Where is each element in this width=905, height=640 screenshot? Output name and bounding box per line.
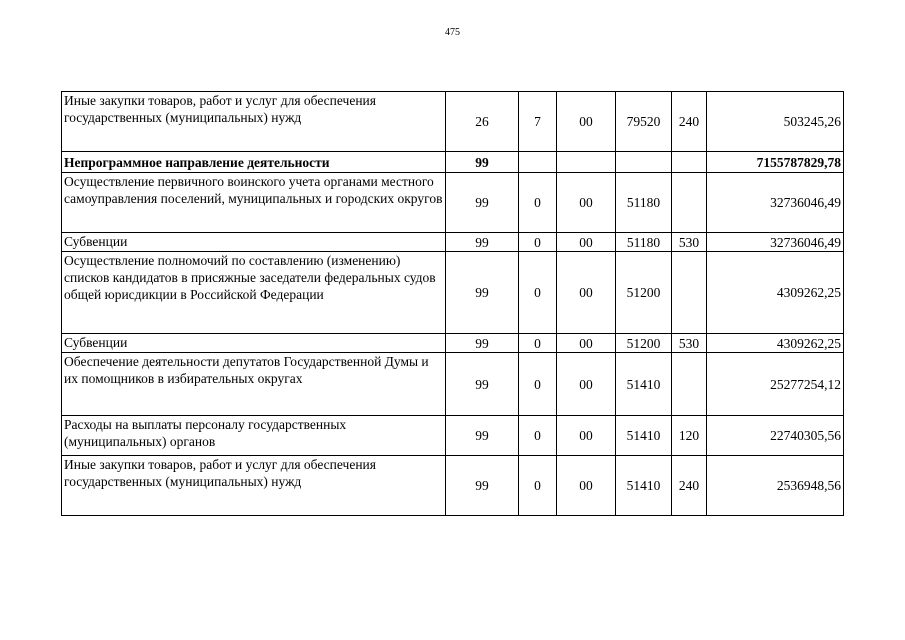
- direction-code-cell: 51180: [616, 233, 672, 252]
- row-name-cell: Обеспечение деятельности депутатов Государственной Думы и их помощников в избирательных округах: [62, 353, 446, 416]
- program-code-cell: 99: [446, 252, 519, 334]
- row-name-cell: Непрограммное направление деятельности: [62, 152, 446, 173]
- activity-code-cell: 00: [557, 353, 616, 416]
- expense-type-cell: [672, 173, 707, 233]
- program-code-cell: 99: [446, 353, 519, 416]
- subprogram-code-cell: [519, 152, 557, 173]
- row-name-cell: Расходы на выплаты персоналу государственных (муниципальных) органов: [62, 416, 446, 456]
- budget-table: [61, 91, 844, 516]
- table-body: [62, 92, 844, 516]
- amount-cell: 4309262,25: [707, 252, 844, 334]
- subprogram-code-cell: 0: [519, 233, 557, 252]
- subprogram-code-cell: 0: [519, 252, 557, 334]
- expense-type-cell: 530: [672, 334, 707, 353]
- subprogram-code-cell: 0: [519, 416, 557, 456]
- direction-code-cell: 79520: [616, 92, 672, 152]
- program-code-cell: 26: [446, 92, 519, 152]
- program-code-cell: 99: [446, 416, 519, 456]
- amount-cell: 2536948,56: [707, 456, 844, 516]
- expense-type-cell: [672, 152, 707, 173]
- activity-code-cell: 00: [557, 334, 616, 353]
- table-row: [62, 92, 844, 152]
- direction-code-cell: [616, 152, 672, 173]
- table-row: [62, 353, 844, 416]
- row-name-cell: Иные закупки товаров, работ и услуг для обеспечения государственных (муниципальных) нужд: [62, 92, 446, 152]
- activity-code-cell: 00: [557, 252, 616, 334]
- expense-type-cell: 240: [672, 92, 707, 152]
- table-row: [62, 252, 844, 334]
- program-code-cell: 99: [446, 173, 519, 233]
- direction-code-cell: 51410: [616, 353, 672, 416]
- row-name-cell: Осуществление полномочий по составлению (изменению) списков кандидатов в присяжные заседатели федеральных судов общей юрисдикции в Российской Федерации: [62, 252, 446, 334]
- direction-code-cell: 51200: [616, 334, 672, 353]
- row-name-cell: Субвенции: [62, 233, 446, 252]
- row-name-cell: Иные закупки товаров, работ и услуг для обеспечения государственных (муниципальных) нужд: [62, 456, 446, 516]
- expense-type-cell: [672, 252, 707, 334]
- table-row: [62, 173, 844, 233]
- page-number: 475: [445, 27, 460, 38]
- subprogram-code-cell: 0: [519, 353, 557, 416]
- table-row: [62, 456, 844, 516]
- table-row: [62, 334, 844, 353]
- amount-cell: 32736046,49: [707, 233, 844, 252]
- table-row: [62, 416, 844, 456]
- activity-code-cell: 00: [557, 173, 616, 233]
- amount-cell: 503245,26: [707, 92, 844, 152]
- direction-code-cell: 51410: [616, 456, 672, 516]
- table-row: [62, 233, 844, 252]
- expense-type-cell: 240: [672, 456, 707, 516]
- subprogram-code-cell: 0: [519, 173, 557, 233]
- expense-type-cell: 120: [672, 416, 707, 456]
- subprogram-code-cell: 0: [519, 334, 557, 353]
- amount-cell: 22740305,56: [707, 416, 844, 456]
- direction-code-cell: 51200: [616, 252, 672, 334]
- activity-code-cell: 00: [557, 233, 616, 252]
- amount-cell: 7155787829,78: [707, 152, 844, 173]
- direction-code-cell: 51410: [616, 416, 672, 456]
- program-code-cell: 99: [446, 152, 519, 173]
- expense-type-cell: 530: [672, 233, 707, 252]
- activity-code-cell: 00: [557, 92, 616, 152]
- activity-code-cell: [557, 152, 616, 173]
- program-code-cell: 99: [446, 233, 519, 252]
- table-row: [62, 152, 844, 173]
- amount-cell: 32736046,49: [707, 173, 844, 233]
- row-name-cell: Субвенции: [62, 334, 446, 353]
- program-code-cell: 99: [446, 334, 519, 353]
- direction-code-cell: 51180: [616, 173, 672, 233]
- amount-cell: 25277254,12: [707, 353, 844, 416]
- row-name-cell: Осуществление первичного воинского учета органами местного самоуправления поселений, муниципальных и городских округов: [62, 173, 446, 233]
- activity-code-cell: 00: [557, 456, 616, 516]
- subprogram-code-cell: 7: [519, 92, 557, 152]
- program-code-cell: 99: [446, 456, 519, 516]
- amount-cell: 4309262,25: [707, 334, 844, 353]
- expense-type-cell: [672, 353, 707, 416]
- activity-code-cell: 00: [557, 416, 616, 456]
- subprogram-code-cell: 0: [519, 456, 557, 516]
